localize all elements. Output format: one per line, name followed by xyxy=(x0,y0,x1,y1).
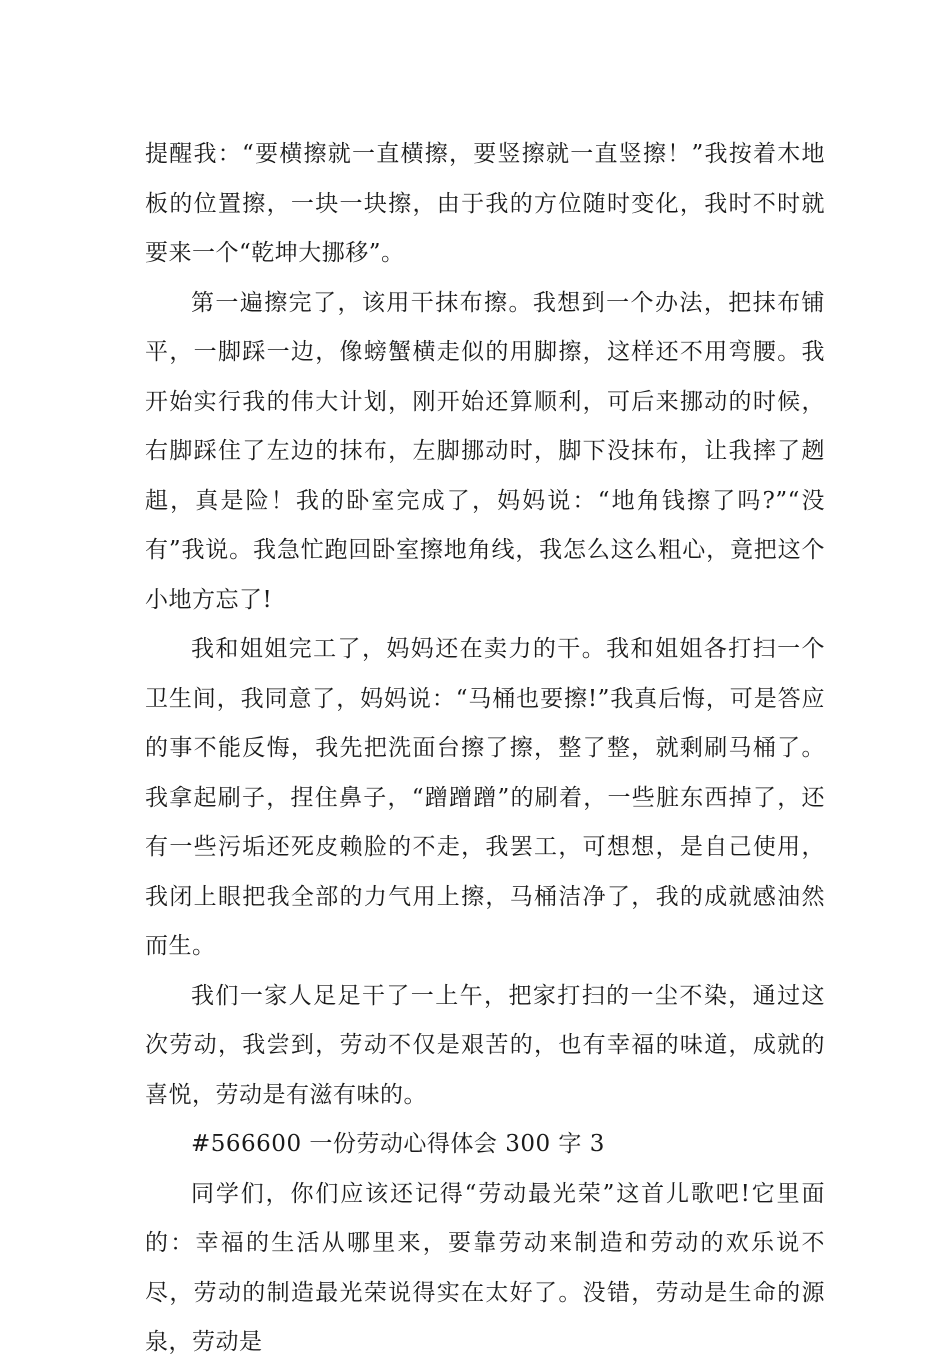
paragraph-1: 提醒我：“要横擦就一直横擦，要竖擦就一直竖擦！”我按着木地板的位置擦，一块一块擦，由于我的方位随时变化，我时不时就要来一个“乾坤大挪移”。 xyxy=(145,141,825,266)
section-heading: #566600 一份劳动心得体会 300 字 3 xyxy=(191,1131,605,1157)
paragraph-5: 同学们，你们应该还记得“劳动最光荣”这首儿歌吧!它里面的：幸福的生活从哪里来，要靠劳动来制造和劳动的欢乐说不尽，劳动的制造最光荣说得实在太好了。没错，劳动是生命的源泉，劳动是 xyxy=(145,1180,825,1355)
paragraph-3: 我和姐姐完工了，妈妈还在卖力的干。我和姐姐各打扫一个卫生间，我同意了，妈妈说：“马桶也要擦!”我真后悔，可是答应的事不能反悔，我先把洗面台擦了擦，整了整，就剩刷马桶了。我拿起刷子，捏住鼻子，“蹭蹭蹭”的刷着，一些脏东西掉了，还有一些污垢还死皮赖脸的不走，我罢工，可想想，是自己使用，我闭上眼把我全部的力气用上擦，马桶洁净了，我的成就感油然而生。 xyxy=(145,636,825,959)
document-body xyxy=(145,130,825,1368)
paragraph-2: 第一遍擦完了，该用干抹布擦。我想到一个办法，把抹布铺平，一脚踩一边，像螃蟹横走似的用脚擦，这样还不用弯腰。我开始实行我的伟大计划，刚开始还算顺利，可后来挪动的时候，右脚踩住了左边的抹布，左脚挪动时，脚下没抹布，让我摔了趔趄，真是险！我的卧室完成了，妈妈说：“地角钱擦了吗?”“没有”我说。我急忙跑回卧室擦地角线，我怎么这么粗心，竟把这个小地方忘了! xyxy=(145,289,825,613)
paragraph-4: 我们一家人足足干了一上午，把家打扫的一尘不染，通过这次劳动，我尝到，劳动不仅是艰苦的，也有幸福的味道，成就的喜悦，劳动是有滋有味的。 xyxy=(145,982,825,1108)
